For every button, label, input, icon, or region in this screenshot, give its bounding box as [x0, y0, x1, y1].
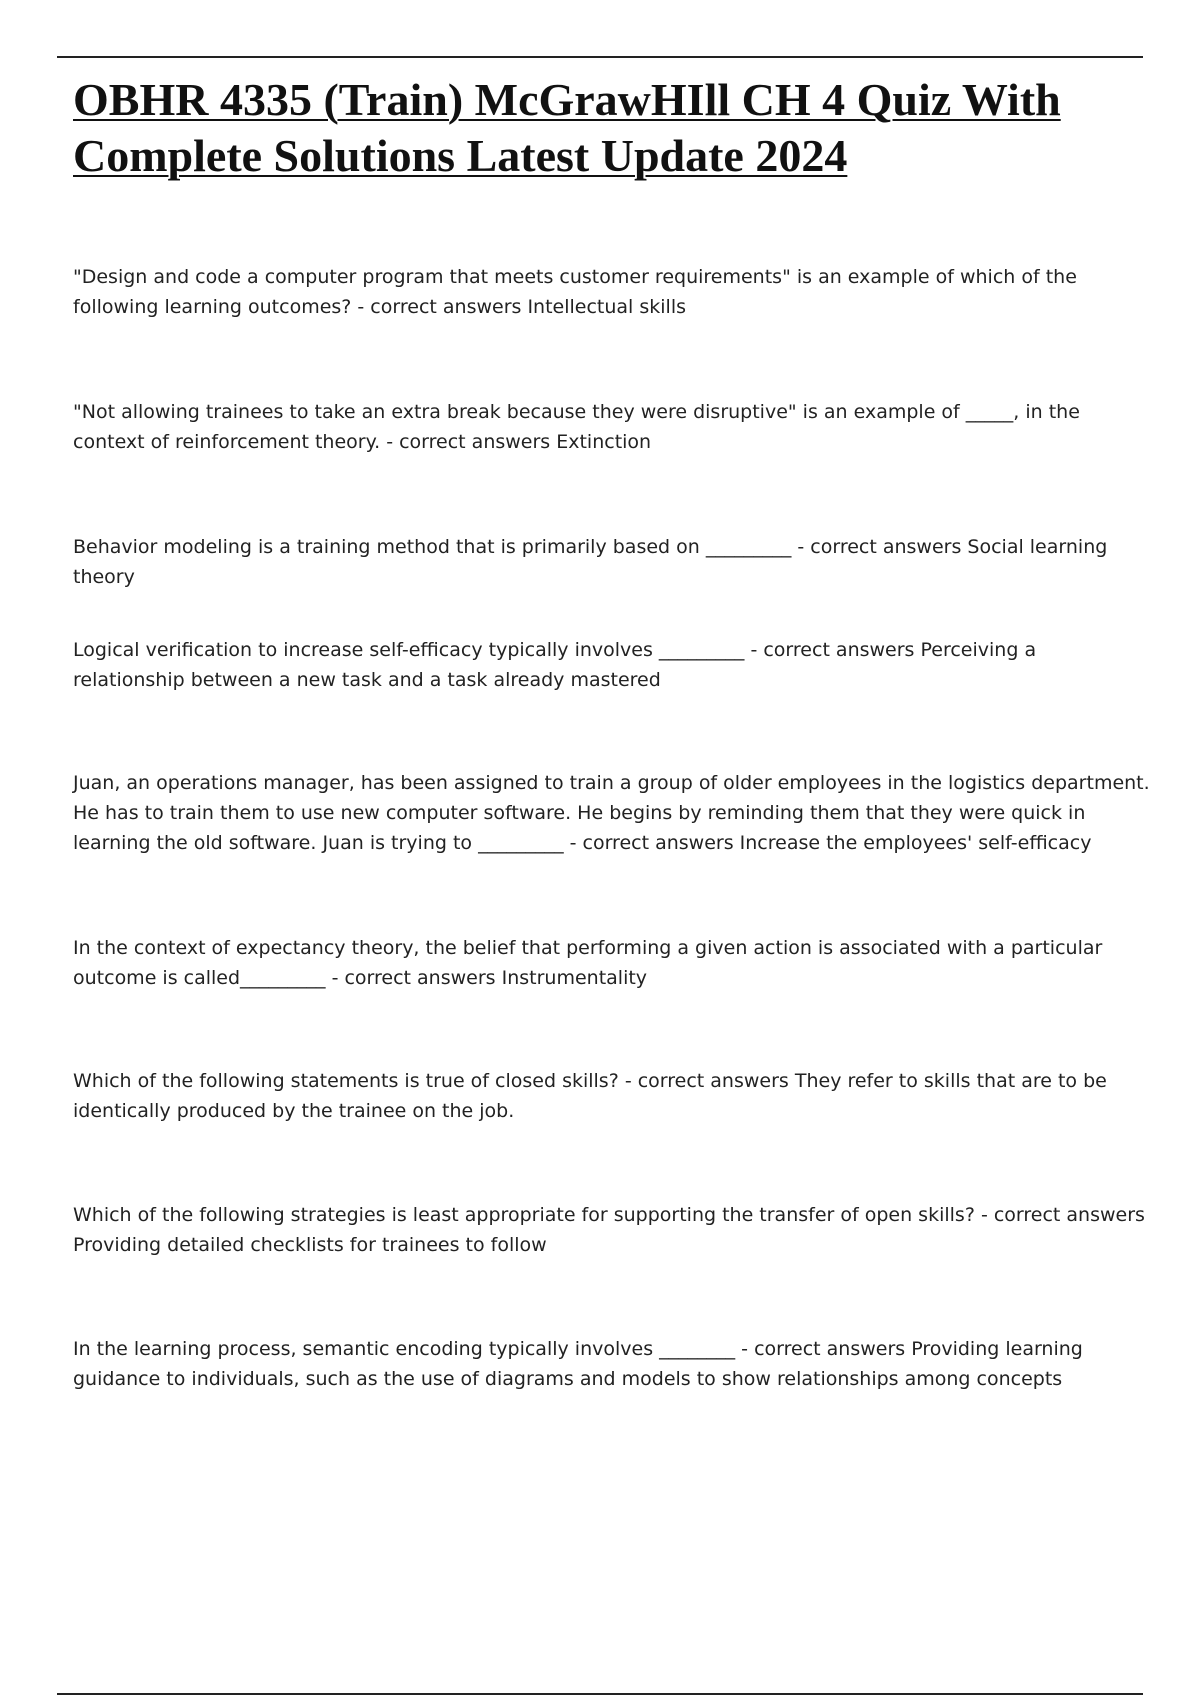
question-item: In the context of expectancy theory, the belief that performing a given action is associated with a particular outcome is called_________ - correct answers Instrumentality — [73, 937, 1103, 989]
top-divider — [57, 56, 1143, 58]
question-item: In the learning process, semantic encoding typically involves ________ - correct answers Providing learning guidance to individuals, such as the use of diagrams and models to show relationships among concepts — [73, 1338, 1083, 1390]
question-item: Logical verification to increase self-efficacy typically involves _________ - correct answers Perceiving a relationship between a new task and a task already mastered — [73, 639, 1037, 691]
bottom-divider — [57, 1693, 1143, 1695]
document-title: OBHR 4335 (Train) McGrawHIll CH 4 Quiz With Complete Solutions Latest Update 2024 — [73, 74, 1061, 181]
question-item: Behavior modeling is a training method that is primarily based on _________ - correct answers Social learning theory — [73, 536, 1108, 588]
question-item: "Not allowing trainees to take an extra break because they were disruptive" is an example of _____, in the context of reinforcement theory. - correct answers Extinction — [73, 401, 1080, 453]
question-item: Which of the following strategies is least appropriate for supporting the transfer of open skills? - correct answers Providing detailed checklists for trainees to follow — [73, 1204, 1145, 1256]
question-item: Juan, an operations manager, has been assigned to train a group of older employees in the logistics department. He has to train them to use new computer software. He begins by reminding them that they were quick in learning the old software. Juan is trying to _________ - correct answers Increase the employees' self-efficacy — [73, 772, 1150, 854]
question-item: "Design and code a computer program that meets customer requirements" is an example of which of the following learning outcomes? - correct answers Intellectual skills — [73, 266, 1077, 318]
question-item: Which of the following statements is true of closed skills? - correct answers They refer to skills that are to be identically produced by the trainee on the job. — [73, 1070, 1107, 1122]
